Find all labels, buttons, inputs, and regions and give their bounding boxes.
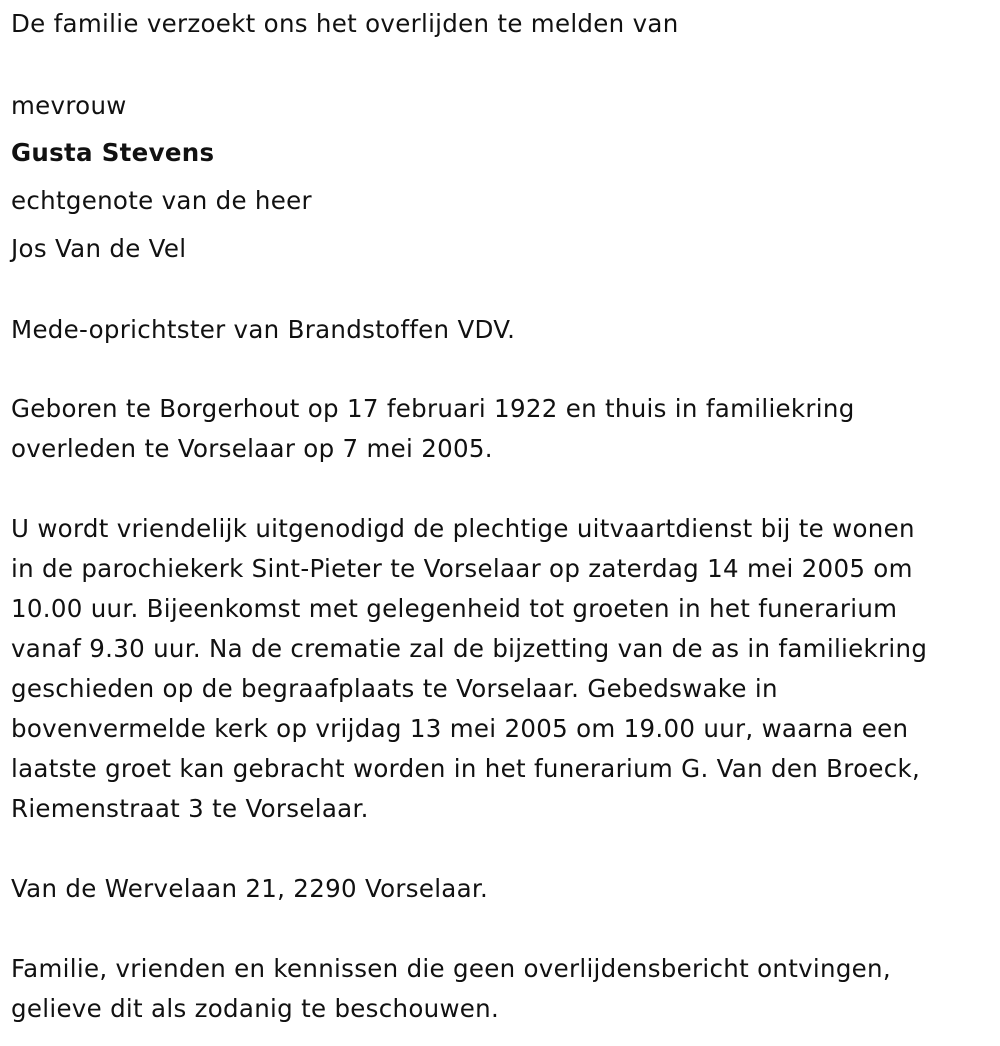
birth-death-line: overleden te Vorselaar op 7 mei 2005. bbox=[11, 434, 493, 463]
spouse-name: Jos Van de Vel bbox=[11, 234, 187, 263]
intro-text: De familie verzoekt ons het overlijden te melden van bbox=[11, 9, 679, 38]
address-text: Van de Wervelaan 21, 2290 Vorselaar. bbox=[11, 874, 489, 903]
ceremony-line: geschieden op de begraafplaats te Vorselaar. Gebedswake in bbox=[11, 674, 778, 703]
relation-text: echtgenote van de heer bbox=[11, 186, 312, 215]
ceremony-line: vanaf 9.30 uur. Na de crematie zal de bijzetting van de as in familiekring bbox=[11, 634, 928, 663]
role-text: Mede-oprichtster van Brandstoffen VDV. bbox=[11, 315, 516, 344]
closing-line: Familie, vrienden en kennissen die geen overlijdensbericht ontvingen, bbox=[11, 954, 891, 983]
closing-line: gelieve dit als zodanig te beschouwen. bbox=[11, 994, 500, 1023]
birth-death-line: Geboren te Borgerhout op 17 februari 1922 en thuis in familiekring bbox=[11, 394, 855, 423]
ceremony-line: bovenvermelde kerk op vrijdag 13 mei 2005 om 19.00 uur, waarna een bbox=[11, 714, 909, 743]
ceremony-line: laatste groet kan gebracht worden in het funerarium G. Van den Broeck, bbox=[11, 754, 921, 783]
ceremony-line: 10.00 uur. Bijeenkomst met gelegenheid tot groeten in het funerarium bbox=[11, 594, 898, 623]
ceremony-line: in de parochiekerk Sint-Pieter te Vorselaar op zaterdag 14 mei 2005 om bbox=[11, 554, 913, 583]
ceremony-line: Riemenstraat 3 te Vorselaar. bbox=[11, 794, 369, 823]
deceased-name: Gusta Stevens bbox=[11, 138, 215, 167]
ceremony-line: U wordt vriendelijk uitgenodigd de plechtige uitvaartdienst bij te wonen bbox=[11, 514, 915, 543]
salutation: mevrouw bbox=[11, 91, 127, 120]
